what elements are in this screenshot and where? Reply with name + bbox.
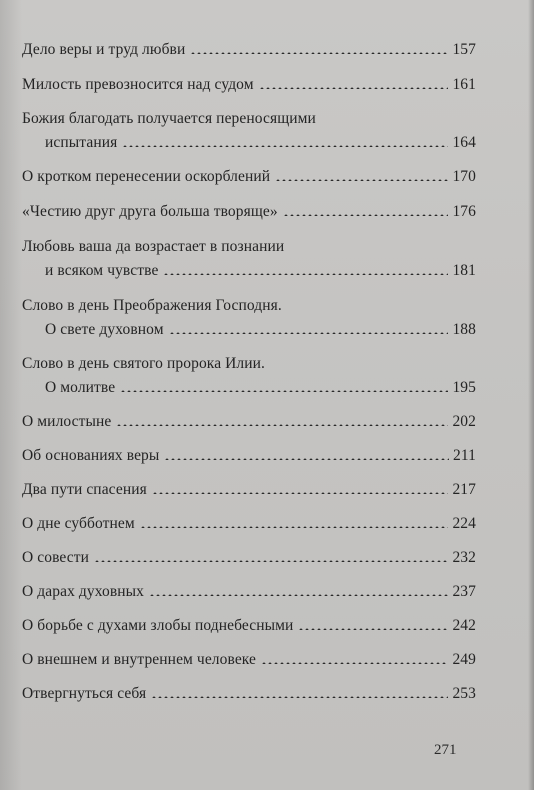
dot-leader bbox=[140, 518, 449, 528]
page-edge bbox=[528, 0, 534, 790]
dot-leader bbox=[283, 206, 449, 216]
toc-entry-title: Отвергнуться себя bbox=[22, 685, 147, 702]
dot-leader bbox=[259, 79, 449, 89]
toc-entry-page: 170 bbox=[452, 168, 476, 185]
toc-entry-title: О дне субботнем bbox=[22, 515, 135, 532]
dot-leader bbox=[152, 484, 449, 494]
toc-entry-page: 211 bbox=[453, 447, 476, 464]
toc-entry-line bbox=[22, 410, 476, 434]
toc-entry-line bbox=[22, 259, 476, 283]
toc-entry-title: О свете духовном bbox=[45, 321, 164, 338]
toc-entry-page: 253 bbox=[452, 685, 476, 702]
toc-entry-line bbox=[22, 107, 476, 131]
toc-entry-title: Два пути спасения bbox=[22, 481, 147, 498]
toc-entry-page: 217 bbox=[452, 481, 476, 498]
toc-entry bbox=[22, 38, 476, 62]
dot-leader bbox=[94, 552, 448, 562]
toc-entry bbox=[22, 648, 476, 672]
dot-leader bbox=[151, 688, 448, 698]
toc-entry bbox=[22, 165, 476, 189]
toc-entry bbox=[22, 512, 476, 536]
toc-entry-line bbox=[22, 165, 476, 189]
toc-entry bbox=[22, 410, 476, 434]
toc-entry-line bbox=[22, 512, 476, 536]
toc-entry-title: О внешнем и внутреннем человеке bbox=[22, 651, 257, 668]
toc-entry-title: испытания bbox=[45, 134, 118, 151]
toc-entry-page: 232 bbox=[452, 549, 476, 566]
toc-entry-line bbox=[22, 614, 476, 638]
toc-entry-title: Милость превозносится над судом bbox=[22, 76, 254, 93]
toc-entry bbox=[22, 200, 476, 224]
toc-entry-title: О борьбе с духами злобы поднебесными bbox=[22, 617, 294, 634]
toc-entry-line bbox=[22, 352, 476, 376]
toc-entry-title: О дарах духовных bbox=[22, 583, 145, 600]
toc-entry-page: 164 bbox=[452, 134, 476, 151]
toc-entry-title: О молитве bbox=[45, 379, 116, 396]
toc-entry bbox=[22, 352, 476, 400]
toc-entry-page: 181 bbox=[452, 262, 476, 279]
toc-entry-page: 157 bbox=[452, 41, 476, 58]
toc-entry bbox=[22, 682, 476, 706]
toc-entry-title: Дело веры и труд любви bbox=[22, 41, 186, 58]
toc-entry bbox=[22, 235, 476, 283]
dot-leader bbox=[164, 450, 449, 460]
toc-entry bbox=[22, 546, 476, 570]
toc-entry-title: О милостыне bbox=[22, 413, 112, 430]
toc-entry-title: О совести bbox=[22, 549, 90, 566]
dot-leader bbox=[275, 171, 448, 181]
toc-entry-page: 161 bbox=[452, 76, 476, 93]
dot-leader bbox=[298, 620, 448, 630]
dot-leader bbox=[116, 416, 448, 426]
toc-entry-line bbox=[22, 131, 476, 155]
dot-leader bbox=[149, 586, 448, 596]
toc-entry-line bbox=[22, 73, 476, 97]
toc-entry-line bbox=[22, 682, 476, 706]
toc-entry-page: 224 bbox=[452, 515, 476, 532]
dot-leader bbox=[190, 44, 448, 54]
toc-entry bbox=[22, 294, 476, 342]
toc-entry-title: Слово в день святого пророка Илии. bbox=[22, 355, 266, 372]
toc-entry-page: 202 bbox=[452, 413, 476, 430]
toc-entry-title: «Честию друг друга больша творяще» bbox=[22, 203, 278, 220]
table-of-contents bbox=[22, 38, 476, 706]
toc-entry-page: 237 bbox=[452, 583, 476, 600]
toc-entry-line bbox=[22, 546, 476, 570]
toc-entry-line bbox=[22, 294, 476, 318]
dot-leader bbox=[122, 137, 448, 147]
page-gutter-shadow bbox=[0, 0, 22, 790]
toc-entry-line bbox=[22, 235, 476, 259]
dot-leader bbox=[261, 654, 448, 664]
toc-entry-line bbox=[22, 200, 476, 224]
toc-entry-title: О кротком перенесении оскорблений bbox=[22, 168, 271, 185]
dot-leader bbox=[169, 324, 449, 334]
toc-entry-line bbox=[22, 38, 476, 62]
dot-leader bbox=[163, 265, 448, 275]
dot-leader bbox=[120, 382, 448, 392]
toc-entry-page: 176 bbox=[452, 203, 476, 220]
toc-entry-page: 195 bbox=[452, 379, 476, 396]
toc-entry-title: Об основаниях веры bbox=[22, 447, 160, 464]
toc-entry bbox=[22, 478, 476, 502]
toc-entry-line bbox=[22, 580, 476, 604]
toc-entry-title: Слово в день Преображения Господня. bbox=[22, 297, 282, 314]
toc-entry-title: и всяком чувстве bbox=[45, 262, 159, 279]
toc-entry bbox=[22, 107, 476, 155]
toc-entry-page: 249 bbox=[452, 651, 476, 668]
toc-entry-title: Божия благодать получается переносящими bbox=[22, 110, 316, 127]
toc-entry bbox=[22, 580, 476, 604]
toc-entry-line bbox=[22, 478, 476, 502]
toc-entry-line bbox=[22, 376, 476, 400]
toc-entry-title: Любовь ваша да возрастает в познании bbox=[22, 238, 285, 255]
toc-entry-line bbox=[22, 444, 476, 468]
toc-entry bbox=[22, 73, 476, 97]
toc-entry-page: 242 bbox=[452, 617, 476, 634]
toc-entry bbox=[22, 444, 476, 468]
toc-entry bbox=[22, 614, 476, 638]
toc-entry-page: 188 bbox=[452, 321, 476, 338]
toc-entry-line bbox=[22, 318, 476, 342]
toc-entry-line bbox=[22, 648, 476, 672]
page-number: 271 bbox=[434, 742, 457, 758]
